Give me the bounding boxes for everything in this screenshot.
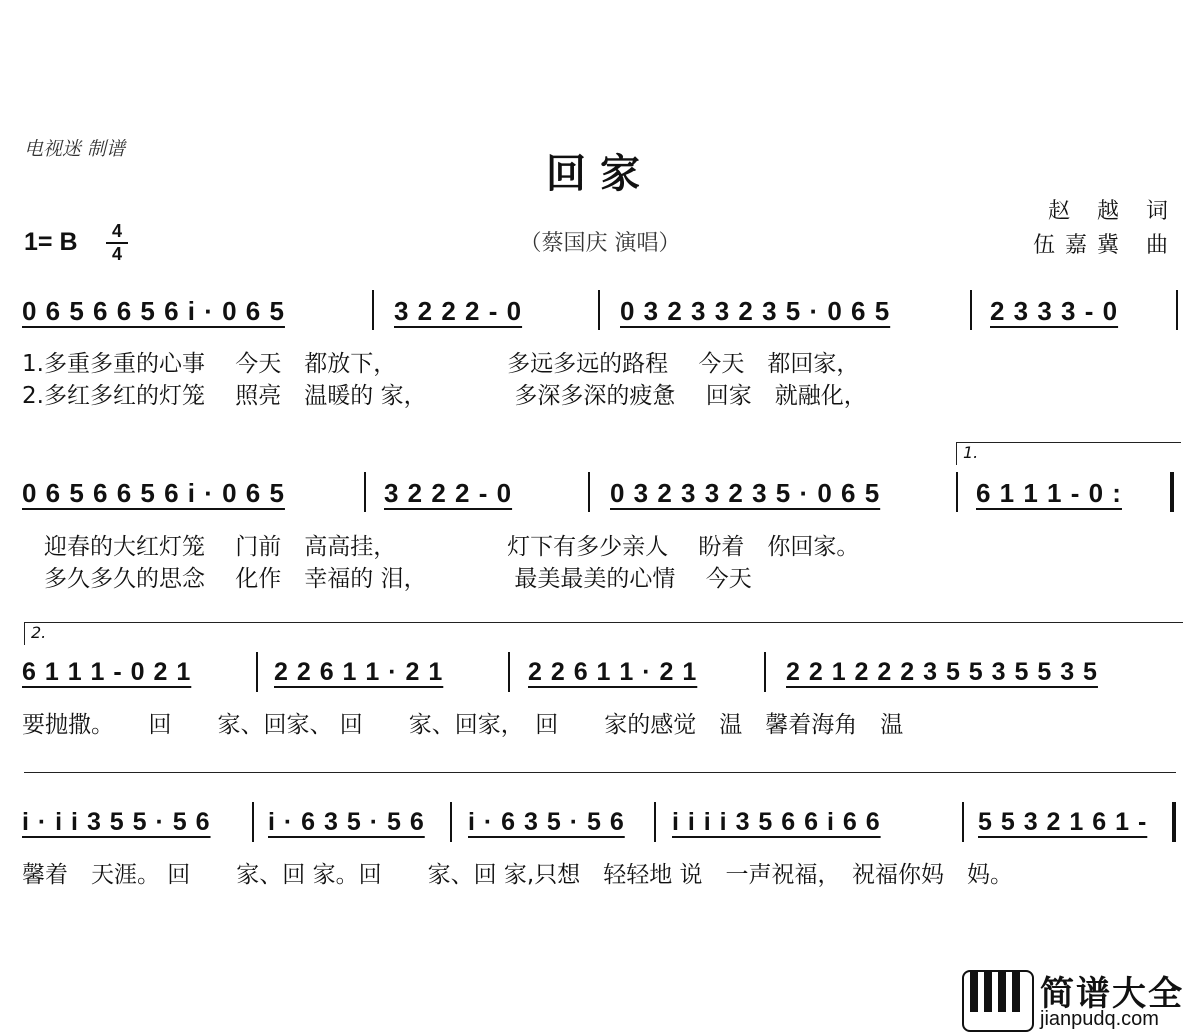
- bar-line: [508, 652, 510, 692]
- meter-top: 4: [111, 221, 122, 241]
- bar-line: [764, 652, 766, 692]
- final-bar: [1172, 802, 1176, 842]
- piano-black-key: [998, 972, 1006, 1012]
- lyrics-verse-1: 1.多重多重的心事 今天 都放下， 多远多远的路程 今天 都回家，: [22, 351, 860, 377]
- volta-bracket-1: 1.: [956, 442, 1181, 465]
- measure: 0 6 5 6 6 5 6 i · 0 6 5: [22, 296, 285, 326]
- site-watermark: [962, 966, 1192, 1032]
- bar-line: [372, 290, 374, 330]
- watermark-url: jianpudq.com: [1040, 1008, 1159, 1030]
- measure: 2 2 1 2 2 2 3 5 5 3 5 5 3 5: [786, 658, 1098, 686]
- bar-line: [256, 652, 258, 692]
- measure: i · i i 3 5 5 · 5 6: [22, 808, 211, 836]
- bar-line: [364, 472, 366, 512]
- bar-line: [598, 290, 600, 330]
- lyrics-verse-2: 2.多红多红的灯笼 照亮 温暖的 家， 多深多深的疲惫 回家 就融化，: [22, 383, 867, 409]
- key-signature: 1= B: [24, 228, 78, 256]
- piano-black-key: [1012, 972, 1020, 1012]
- measure: i · 6 3 5 · 5 6: [268, 808, 425, 836]
- measure: 2 3 3 3 - 0: [990, 296, 1119, 326]
- measure: 3 2 2 2 - 0: [384, 478, 513, 508]
- maker-credit: 电视迷 制谱: [24, 138, 126, 160]
- lyrics-ending: 馨着 天涯。 回 家、回 家。回 家、回 家,只想 轻轻地 说 一声祝福， 祝福你妈 妈。: [22, 862, 1014, 888]
- time-signature: [106, 222, 128, 264]
- bar-line: [588, 472, 590, 512]
- bar-line: [654, 802, 656, 842]
- lyrics-verse-1: 迎春的大红灯笼 门前 高高挂， 灯下有多少亲人 盼着 你回家。: [44, 534, 860, 560]
- composer-credit: 伍嘉冀 曲: [1033, 233, 1178, 258]
- measure: 0 3 2 3 3 2 3 5 · 0 6 5: [610, 478, 881, 508]
- singer-credit: （蔡国庆 演唱）: [519, 231, 681, 256]
- measure: 5 5 3 2 1 6 1 -: [978, 808, 1148, 836]
- measure: i · 6 3 5 · 5 6: [468, 808, 625, 836]
- watermark-text: 简谱大全: [1040, 974, 1184, 1014]
- measure: 2 2 6 1 1 · 2 1: [528, 658, 698, 686]
- measure: 2 2 6 1 1 · 2 1: [274, 658, 444, 686]
- measure: 6 1 1 1 - 0 :: [976, 478, 1122, 508]
- continuation-line: [24, 772, 1176, 773]
- piano-icon: [962, 970, 1034, 1032]
- measure: 0 3 2 3 3 2 3 5 · 0 6 5: [620, 296, 891, 326]
- lyrics-verse-2: 多久多久的思念 化作 幸福的 泪， 最美最美的心情 今天: [44, 566, 752, 592]
- piano-black-key: [970, 972, 978, 1012]
- lyricist-credit: 赵 越 词: [1048, 199, 1178, 224]
- bar-line: [450, 802, 452, 842]
- repeat-end-bar: [1170, 472, 1174, 512]
- measure: i i i i 3 5 6 6 i 6 6: [672, 808, 881, 836]
- song-title: 回家: [546, 150, 654, 197]
- bar-line: [956, 472, 958, 512]
- bar-line: [1176, 290, 1178, 330]
- meter-bottom: 4: [111, 244, 122, 264]
- piano-black-key: [984, 972, 992, 1012]
- bar-line: [252, 802, 254, 842]
- bar-line: [970, 290, 972, 330]
- lyrics-chorus: 要抛撒。 回 家、回家、 回 家、回家， 回 家的感觉 温 馨着海角 温: [22, 712, 904, 738]
- measure: 3 2 2 2 - 0: [394, 296, 523, 326]
- bar-line: [962, 802, 964, 842]
- volta-bracket-2: 2.: [24, 622, 1183, 645]
- measure: 6 1 1 1 - 0 2 1: [22, 658, 192, 686]
- measure: 0 6 5 6 6 5 6 i · 0 6 5: [22, 478, 285, 508]
